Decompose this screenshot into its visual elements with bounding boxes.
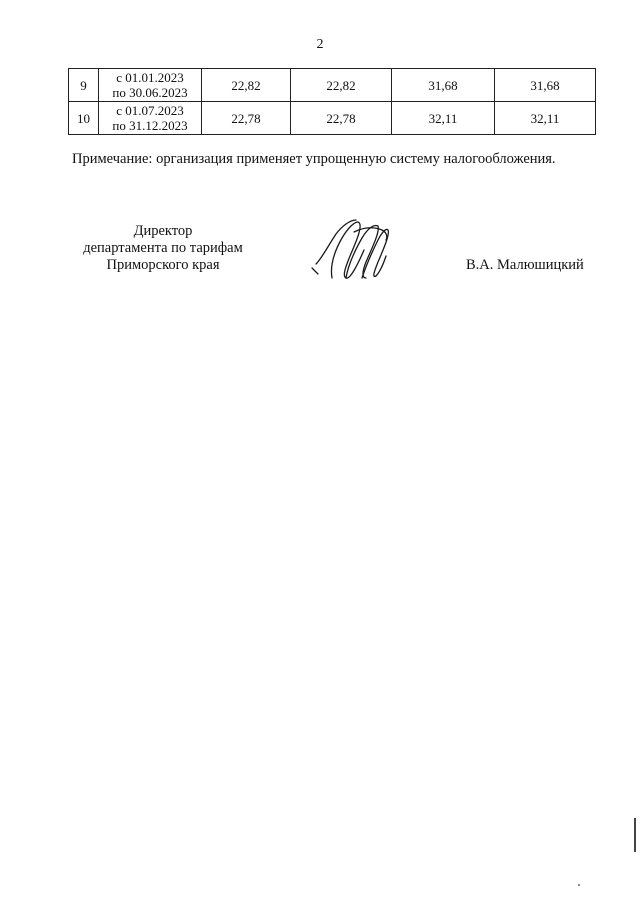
signer-name: В.А. Малюшицкий (466, 257, 584, 273)
table-row (69, 102, 596, 135)
value-cell: 32,11 (495, 102, 596, 135)
value-cell: 22,82 (202, 69, 291, 102)
value-cell: 31,68 (495, 69, 596, 102)
period-cell (99, 102, 202, 135)
handwritten-signature-icon (306, 212, 396, 288)
period-from: с 01.07.2023 (116, 103, 184, 118)
note-text: Примечание: организация применяет упрощенную систему налогообложения. (72, 151, 556, 167)
signer-title-line: Приморского края (106, 257, 220, 273)
page-number: 2 (316, 37, 324, 52)
period-from: с 01.01.2023 (116, 70, 184, 85)
period-to: по 31.12.2023 (112, 118, 188, 133)
signer-title-line: Директор (133, 223, 193, 239)
value-cell: 31,68 (392, 69, 495, 102)
row-number: 9 (69, 69, 99, 102)
value-cell: 22,78 (202, 102, 291, 135)
value-cell: 32,11 (392, 102, 495, 135)
signer-title (70, 223, 256, 274)
period-to: по 30.06.2023 (112, 85, 188, 100)
table-row (69, 69, 596, 102)
signer-title-line: департамента по тарифам (83, 240, 243, 256)
tariff-table (68, 68, 596, 135)
scan-edge-mark (634, 818, 636, 852)
value-cell: 22,78 (291, 102, 392, 135)
row-number: 10 (69, 102, 99, 135)
scan-dot (578, 884, 580, 886)
period-cell (99, 69, 202, 102)
value-cell: 22,82 (291, 69, 392, 102)
